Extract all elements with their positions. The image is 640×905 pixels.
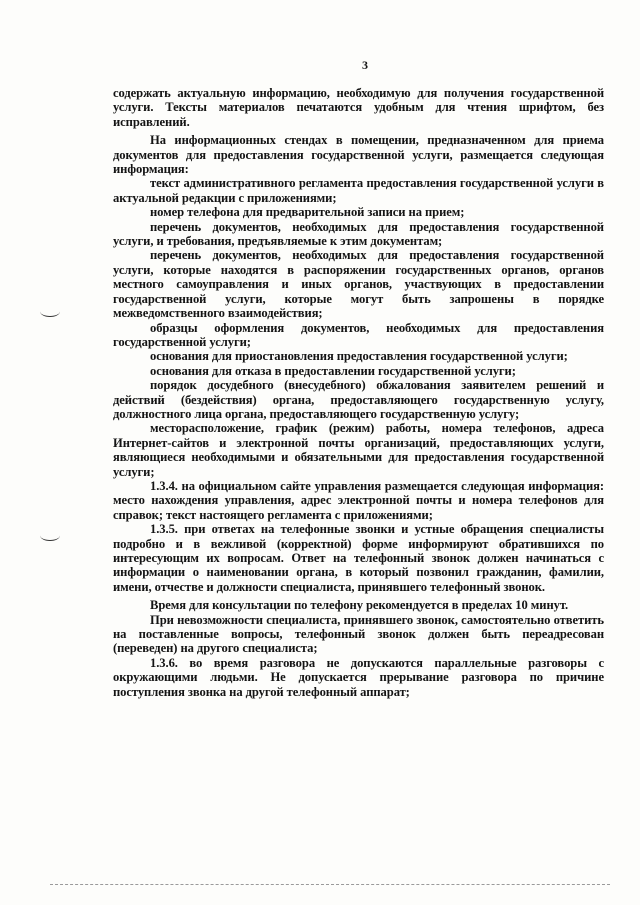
document-body bbox=[113, 86, 604, 699]
paragraph: 1.3.4. на официальном сайте управления размещается следующая информация: место нахождения управления, адрес электронной почты и номера телефонов для справок; текст настоящего регламента с приложениями; bbox=[113, 478, 604, 522]
paragraph: порядок досудебного (внесудебного) обжалования заявителем решений и действий (бездействия) органа, предоставляющего государственную услугу, должностного лица органа, предоставляющего государственную услугу; bbox=[113, 378, 604, 421]
paragraph: текст административного регламента предоставления государственной услуги в актуальной редакции с приложениями; bbox=[113, 176, 604, 205]
paragraph: перечень документов, необходимых для предоставления государственной услуги, которые находятся в распоряжении государственных органов, органов местного самоуправления и иных органов, участвующих в предоставлении государственной услуги, которые могут быть запрошены в порядке межведомственного взаимодействия; bbox=[113, 248, 604, 321]
paragraph: месторасположение, график (режим) работы, номера телефонов, адреса Интернет-сайтов и электронной почты организаций, предоставляющих услуги, являющиеся необходимыми и обязательными для предоставления государственной услуги; bbox=[113, 421, 604, 479]
paragraph: содержать актуальную информацию, необходимую для получения государственной услуги. Тексты материалов печатаются удобным для чтения шрифтом, без исправлений. bbox=[113, 86, 604, 129]
paragraph: На информационных стендах в помещении, предназначенном для приема документов для предоставления государственной услуги, размещается следующая информация: bbox=[113, 133, 604, 177]
scan-edge-line bbox=[50, 884, 610, 885]
paragraph: Время для консультации по телефону рекомендуется в пределах 10 минут. bbox=[150, 598, 569, 613]
paragraph: При невозможности специалиста, принявшего звонок, самостоятельно ответить на поставленные вопросы, телефонный звонок должен быть переадресован (переведен) на другого специалиста; bbox=[113, 612, 604, 656]
page-number: 3 bbox=[362, 58, 368, 72]
paragraph: образцы оформления документов, необходимых для предоставления государственной услуги; bbox=[113, 320, 604, 349]
paragraph: 1.3.6. во время разговора не допускаются параллельные разговоры с окружающими людьми. Не допускается прерывание разговора по причине поступления звонка на другой телефонный аппарат; bbox=[113, 655, 604, 699]
paragraph: перечень документов, необходимых для предоставления государственной услуги, и требования, предъявляемые к этим документам; bbox=[113, 219, 604, 249]
margin-mark bbox=[40, 530, 60, 541]
paragraph: номер телефона для предварительной записи на прием; bbox=[150, 205, 465, 220]
margin-mark bbox=[40, 306, 60, 317]
paragraph: основания для отказа в предоставлении государственной услуги; bbox=[150, 363, 516, 378]
paragraph: 1.3.5. при ответах на телефонные звонки и устные обращения специалисты подробно и в вежливой (корректной) форме информируют обратившихся по интересующим их вопросам. Ответ на телефонный звонок должен начинаться с информации о наименовании органа, в который позвонил гражданин, фамилии, имени, отчестве и должности специалиста, принявшего телефонный звонок. bbox=[113, 522, 604, 594]
paragraph: основания для приостановления предоставления государственной услуги; bbox=[150, 349, 568, 364]
